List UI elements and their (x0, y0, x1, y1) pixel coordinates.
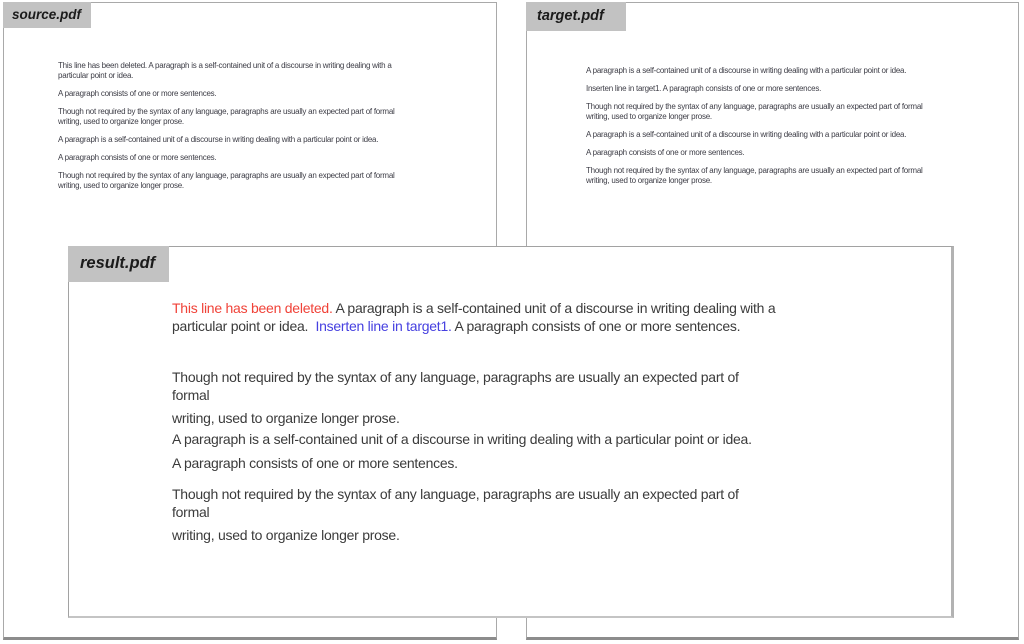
paragraph (172, 409, 932, 427)
text-segment-normal: writing, used to organize longer prose. (172, 410, 400, 426)
text-segment-inserted: Inserten line in target1. (315, 318, 452, 334)
text-line: writing, used to organize longer prose. (58, 117, 184, 126)
text-line: A paragraph consists of one or more sentences. (586, 148, 745, 157)
target-pdf-content (586, 66, 986, 194)
text-line: particular point or idea. (58, 71, 134, 80)
text-line (172, 299, 932, 317)
text-segment-normal: writing, used to organize longer prose. (172, 527, 400, 543)
text-segment-deleted: This line has been deleted. (172, 300, 333, 316)
paragraph (586, 84, 986, 94)
text-segment-normal: formal (172, 504, 210, 520)
text-line: A paragraph consists of one or more sentences. (58, 89, 217, 98)
text-line: A paragraph is a self-contained unit of a discourse in writing dealing with a particular point or idea. (586, 130, 907, 139)
paragraph (586, 66, 986, 76)
paragraph (58, 135, 458, 145)
paragraph (586, 130, 986, 140)
text-line: Though not required by the syntax of any language, paragraphs are usually an expected part of formal (58, 171, 395, 180)
result-pdf-panel (68, 246, 954, 618)
paragraph (58, 171, 458, 191)
text-line (172, 454, 932, 472)
text-line: Though not required by the syntax of any language, paragraphs are usually an expected part of formal (586, 102, 923, 111)
text-segment-normal: A paragraph is a self-contained unit of a discourse in writing dealing with a particular point or idea. (172, 431, 752, 447)
paragraph (58, 89, 458, 99)
text-segment-normal: formal (172, 387, 210, 403)
text-line: Inserten line in target1. A paragraph consists of one or more sentences. (586, 84, 822, 93)
text-line (172, 430, 932, 448)
text-segment-normal: Though not required by the syntax of any language, paragraphs are usually an expected part of (172, 369, 739, 385)
paragraph (172, 299, 932, 335)
target-pdf-label: target.pdf (526, 2, 626, 31)
text-line: A paragraph is a self-contained unit of a discourse in writing dealing with a particular point or idea. (58, 135, 379, 144)
text-line: This line has been deleted. A paragraph is a self-contained unit of a discourse in writing dealing with a (58, 61, 392, 70)
text-line (172, 503, 932, 521)
paragraph (58, 61, 458, 81)
text-line: A paragraph consists of one or more sentences. (58, 153, 217, 162)
text-segment-normal: Though not required by the syntax of any language, paragraphs are usually an expected part of (172, 486, 739, 502)
paragraph (586, 148, 986, 158)
text-line (172, 485, 932, 503)
paragraph (172, 485, 932, 521)
text-segment-normal: A paragraph consists of one or more sentences. (451, 318, 741, 334)
paragraph (172, 526, 932, 544)
paragraph (58, 153, 458, 163)
text-line (172, 526, 932, 544)
text-line (172, 386, 932, 404)
text-line: writing, used to organize longer prose. (586, 176, 712, 185)
source-pdf-label: source.pdf (3, 2, 91, 28)
text-line: Though not required by the syntax of any language, paragraphs are usually an expected part of formal (58, 107, 395, 116)
paragraph (172, 454, 932, 472)
paragraph (58, 107, 458, 127)
text-segment-normal: particular point or idea. (172, 318, 316, 334)
result-pdf-content (172, 299, 932, 544)
source-pdf-content (58, 61, 458, 199)
text-line (172, 409, 932, 427)
text-line (172, 368, 932, 386)
text-segment-normal: A paragraph consists of one or more sentences. (172, 455, 458, 471)
text-line (172, 317, 932, 335)
paragraph (586, 102, 986, 122)
paragraph (172, 368, 932, 404)
paragraph (586, 166, 986, 186)
text-line: A paragraph is a self-contained unit of a discourse in writing dealing with a particular point or idea. (586, 66, 907, 75)
result-pdf-label: result.pdf (68, 246, 169, 282)
text-line: Though not required by the syntax of any language, paragraphs are usually an expected part of formal (586, 166, 923, 175)
text-line: writing, used to organize longer prose. (58, 181, 184, 190)
paragraph (172, 430, 932, 448)
text-segment-normal: A paragraph is a self-contained unit of a discourse in writing dealing with a (332, 300, 776, 316)
text-line: writing, used to organize longer prose. (586, 112, 712, 121)
